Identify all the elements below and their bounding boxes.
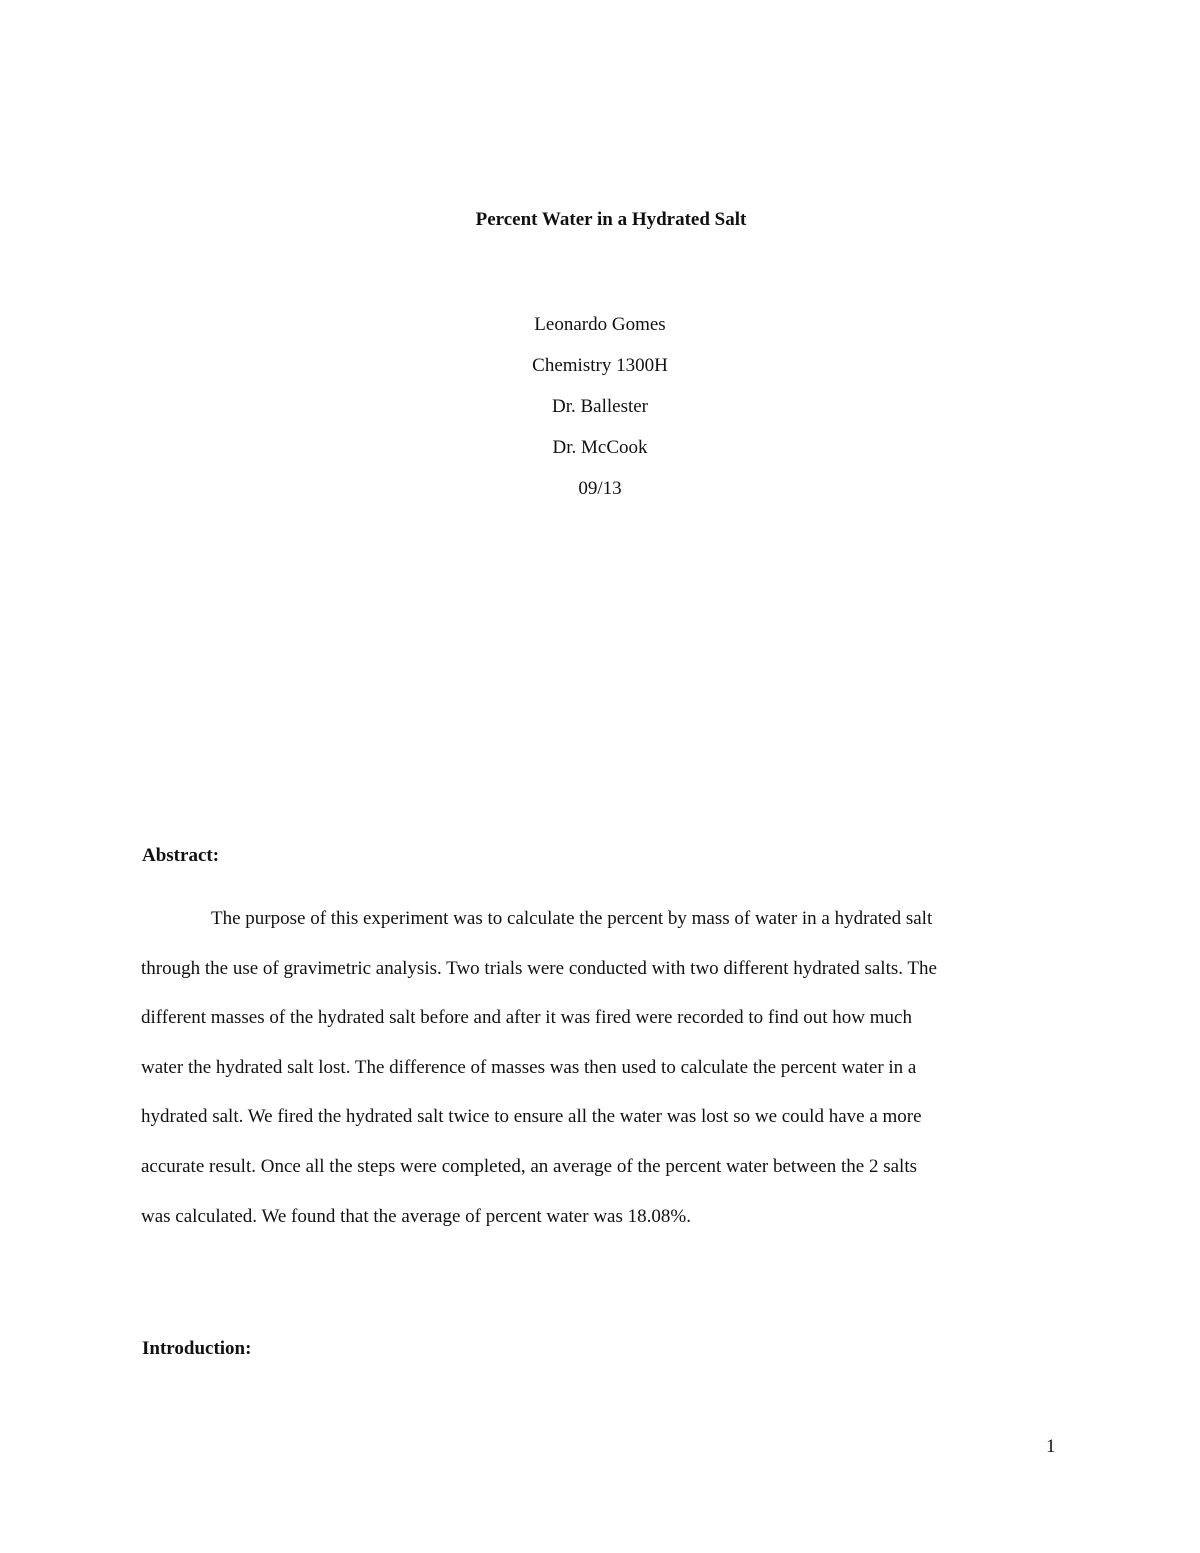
abstract-line: through the use of gravimetric analysis. Two trials were conducted with two different hydrated salts. The xyxy=(141,957,937,979)
abstract-paragraph xyxy=(141,905,1053,1252)
abstract-line: water the hydrated salt lost. The difference of masses was then used to calculate the percent water in a xyxy=(141,1056,917,1078)
instructor-name: Dr. Ballester xyxy=(551,396,649,417)
course-name: Chemistry 1300H xyxy=(532,355,668,376)
page-number: 1 xyxy=(1046,1436,1056,1457)
abstract-line: hydrated salt. We fired the hydrated salt twice to ensure all the water was lost so we could have a more xyxy=(141,1106,922,1128)
report-date: 09/13 xyxy=(578,478,622,499)
abstract-heading: Abstract: xyxy=(142,845,220,866)
abstract-line: accurate result. Once all the steps were completed, an average of the percent water between the 2 salts xyxy=(141,1155,917,1177)
instructor-name-second: Dr. McCook xyxy=(552,437,648,458)
title-page-info xyxy=(0,311,1200,516)
introduction-heading: Introduction: xyxy=(142,1338,252,1359)
document-title: Percent Water in a Hydrated Salt xyxy=(475,209,747,230)
abstract-line: was calculated. We found that the average of percent water was 18.08%. xyxy=(141,1205,691,1227)
abstract-line: different masses of the hydrated salt before and after it was fired were recorded to find out how much xyxy=(141,1007,912,1029)
author-name: Leonardo Gomes xyxy=(534,314,666,335)
abstract-line: The purpose of this experiment was to calculate the percent by mass of water in a hydrated salt xyxy=(211,908,933,929)
